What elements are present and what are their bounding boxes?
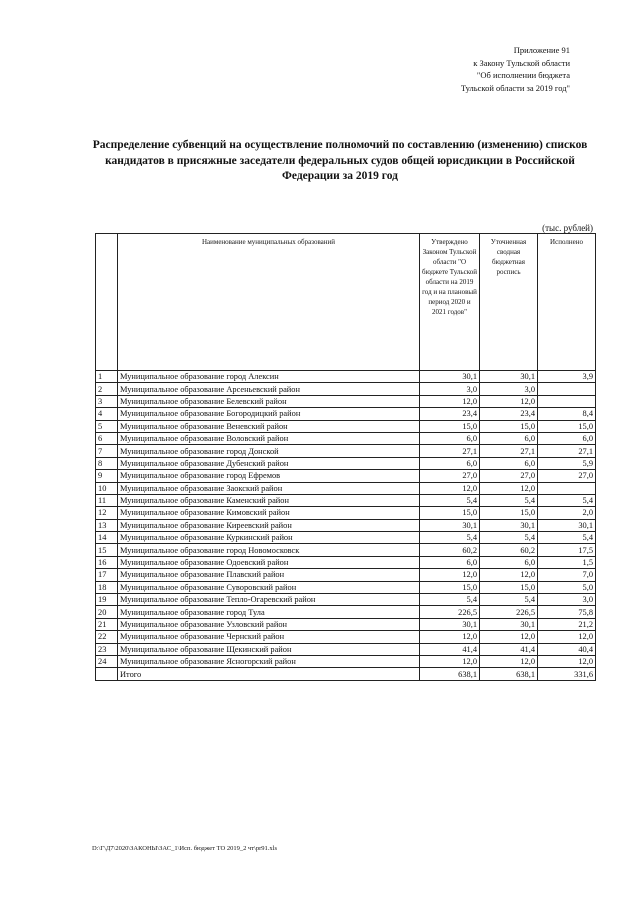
- row-approved-value: 41,4: [420, 643, 480, 655]
- row-refined-value: 5,4: [480, 532, 538, 544]
- row-executed-value: 6,0: [538, 432, 596, 444]
- row-index: 18: [96, 581, 118, 593]
- header-executed: Исполнено: [538, 234, 596, 371]
- row-index: 14: [96, 532, 118, 544]
- row-approved-value: 6,0: [420, 457, 480, 469]
- table-row: [96, 371, 596, 383]
- row-index: 8: [96, 457, 118, 469]
- row-municipality-name: Муниципальное образование Воловский район: [118, 432, 420, 444]
- row-approved-value: 30,1: [420, 371, 480, 383]
- row-refined-value: 30,1: [480, 371, 538, 383]
- table-row: [96, 581, 596, 593]
- row-executed-value: [538, 395, 596, 407]
- row-approved-value: 30,1: [420, 618, 480, 630]
- row-executed-value: 27,0: [538, 470, 596, 482]
- table-row: [96, 618, 596, 630]
- row-approved-value: 15,0: [420, 581, 480, 593]
- row-executed-value: 5,9: [538, 457, 596, 469]
- table-row: [96, 631, 596, 643]
- row-municipality-name: Муниципальное образование город Донской: [118, 445, 420, 457]
- row-index: 4: [96, 408, 118, 420]
- row-municipality-name: Муниципальное образование Куркинский район: [118, 532, 420, 544]
- row-index: 21: [96, 618, 118, 630]
- row-index: 10: [96, 482, 118, 494]
- row-index: 19: [96, 594, 118, 606]
- row-refined-value: 12,0: [480, 569, 538, 581]
- row-municipality-name: Муниципальное образование Суворовский район: [118, 581, 420, 593]
- row-approved-value: 638,1: [420, 668, 480, 680]
- table-row: [96, 482, 596, 494]
- row-approved-value: 23,4: [420, 408, 480, 420]
- row-index: 20: [96, 606, 118, 618]
- row-refined-value: 41,4: [480, 643, 538, 655]
- row-refined-value: 5,4: [480, 494, 538, 506]
- row-index: 6: [96, 432, 118, 444]
- row-index: 5: [96, 420, 118, 432]
- subsidy-table: [95, 233, 596, 681]
- row-executed-value: 15,0: [538, 420, 596, 432]
- row-municipality-name: Муниципальное образование Белевский район: [118, 395, 420, 407]
- row-index: 3: [96, 395, 118, 407]
- row-refined-value: 3,0: [480, 383, 538, 395]
- row-refined-value: 27,1: [480, 445, 538, 457]
- row-index: 23: [96, 643, 118, 655]
- row-refined-value: 23,4: [480, 408, 538, 420]
- row-executed-value: 5,0: [538, 581, 596, 593]
- unit-label: (тыс. рублей): [542, 223, 593, 233]
- row-municipality-name: Муниципальное образование Плавский район: [118, 569, 420, 581]
- row-refined-value: 12,0: [480, 395, 538, 407]
- row-refined-value: 30,1: [480, 519, 538, 531]
- row-refined-value: 15,0: [480, 420, 538, 432]
- row-municipality-name: Муниципальное образование Киреевский район: [118, 519, 420, 531]
- row-municipality-name: Муниципальное образование Одоевский район: [118, 556, 420, 568]
- table-row: [96, 494, 596, 506]
- table-row: [96, 408, 596, 420]
- row-index: 11: [96, 494, 118, 506]
- row-index: 15: [96, 544, 118, 556]
- row-approved-value: 6,0: [420, 432, 480, 444]
- row-index: 1: [96, 371, 118, 383]
- row-refined-value: 6,0: [480, 432, 538, 444]
- row-index: 24: [96, 655, 118, 667]
- row-refined-value: 27,0: [480, 470, 538, 482]
- row-refined-value: 12,0: [480, 655, 538, 667]
- row-municipality-name: Муниципальное образование Заокский район: [118, 482, 420, 494]
- row-refined-value: 226,5: [480, 606, 538, 618]
- row-municipality-name: Муниципальное образование Чернский район: [118, 631, 420, 643]
- row-executed-value: 5,4: [538, 532, 596, 544]
- table-row: [96, 569, 596, 581]
- row-index: 13: [96, 519, 118, 531]
- table-row: [96, 457, 596, 469]
- table-row: [96, 470, 596, 482]
- row-municipality-name: Муниципальное образование Кимовский район: [118, 507, 420, 519]
- table-row: [96, 544, 596, 556]
- row-approved-value: 27,1: [420, 445, 480, 457]
- row-approved-value: 12,0: [420, 569, 480, 581]
- row-index: 9: [96, 470, 118, 482]
- row-approved-value: 12,0: [420, 655, 480, 667]
- row-approved-value: 27,0: [420, 470, 480, 482]
- row-index: 2: [96, 383, 118, 395]
- row-executed-value: 40,4: [538, 643, 596, 655]
- row-municipality-name: Муниципальное образование Дубенский район: [118, 457, 420, 469]
- table-row: [96, 532, 596, 544]
- table-total-row: [96, 668, 596, 680]
- row-municipality-name: Муниципальное образование город Тула: [118, 606, 420, 618]
- row-executed-value: 12,0: [538, 655, 596, 667]
- row-executed-value: 331,6: [538, 668, 596, 680]
- row-municipality-name: Муниципальное образование город Новомосковск: [118, 544, 420, 556]
- header-approved: Утверждено Законом Тульской области "О бюджете Тульской области на 2019 год и на плановый период 2020 и 2021 годов": [420, 234, 480, 371]
- row-executed-value: 3,9: [538, 371, 596, 383]
- row-approved-value: 12,0: [420, 395, 480, 407]
- row-approved-value: 6,0: [420, 556, 480, 568]
- appendix-line: Приложение 91: [513, 45, 570, 55]
- table-row: [96, 594, 596, 606]
- row-approved-value: 12,0: [420, 482, 480, 494]
- row-approved-value: 226,5: [420, 606, 480, 618]
- row-executed-value: 17,5: [538, 544, 596, 556]
- row-municipality-name: Муниципальное образование Арсеньевский район: [118, 383, 420, 395]
- row-index: 12: [96, 507, 118, 519]
- row-index: 7: [96, 445, 118, 457]
- table-row: [96, 643, 596, 655]
- row-approved-value: 15,0: [420, 507, 480, 519]
- row-executed-value: 8,4: [538, 408, 596, 420]
- table-row: [96, 383, 596, 395]
- table-row: [96, 432, 596, 444]
- row-executed-value: 3,0: [538, 594, 596, 606]
- table-row: [96, 606, 596, 618]
- row-refined-value: 30,1: [480, 618, 538, 630]
- appendix-line: "Об исполнении бюджета: [476, 70, 570, 80]
- file-path-footer: D:\Г\Д7\2020\ЗАКОНЫ\ЗАС_1\Исп. бюджет ТО 2019_2 чт\pr91.xls: [92, 845, 277, 852]
- row-executed-value: [538, 482, 596, 494]
- row-approved-value: 3,0: [420, 383, 480, 395]
- row-municipality-name: Муниципальное образование Каменский район: [118, 494, 420, 506]
- row-municipality-name: Муниципальное образование Узловский район: [118, 618, 420, 630]
- row-executed-value: 75,8: [538, 606, 596, 618]
- row-municipality-name: Муниципальное образование Богородицкий район: [118, 408, 420, 420]
- row-executed-value: 27,1: [538, 445, 596, 457]
- row-approved-value: 5,4: [420, 594, 480, 606]
- row-municipality-name: Муниципальное образование Веневский район: [118, 420, 420, 432]
- row-approved-value: 15,0: [420, 420, 480, 432]
- appendix-line: к Закону Тульской области: [473, 57, 570, 68]
- row-approved-value: 30,1: [420, 519, 480, 531]
- row-refined-value: 15,0: [480, 581, 538, 593]
- row-refined-value: 638,1: [480, 668, 538, 680]
- row-index: 22: [96, 631, 118, 643]
- appendix-line: Тульской области за 2019 год": [460, 82, 570, 93]
- table-row: [96, 556, 596, 568]
- row-executed-value: 7,0: [538, 569, 596, 581]
- table-body: [96, 371, 596, 681]
- row-approved-value: 5,4: [420, 532, 480, 544]
- row-executed-value: 21,2: [538, 618, 596, 630]
- document-title: Распределение субвенций на осуществление полномочий по составлению (изменению) списков кандидатов в присяжные заседатели федеральных судов общей юрисдикции в Российской Федерации за 2019 год: [92, 139, 588, 182]
- row-refined-value: 6,0: [480, 457, 538, 469]
- row-approved-value: 60,2: [420, 544, 480, 556]
- row-executed-value: 30,1: [538, 519, 596, 531]
- row-index: 17: [96, 569, 118, 581]
- row-approved-value: 12,0: [420, 631, 480, 643]
- header-refined: Уточненная сводная бюджетная роспись: [480, 234, 538, 371]
- row-index: 16: [96, 556, 118, 568]
- row-index: [96, 668, 118, 680]
- row-executed-value: [538, 383, 596, 395]
- row-municipality-name: Муниципальное образование Тепло-Огаревский район: [118, 594, 420, 606]
- table-row: [96, 420, 596, 432]
- row-executed-value: 5,4: [538, 494, 596, 506]
- row-municipality-name: Муниципальное образование город Ефремов: [118, 470, 420, 482]
- row-refined-value: 12,0: [480, 482, 538, 494]
- row-refined-value: 15,0: [480, 507, 538, 519]
- table-row: [96, 395, 596, 407]
- table-header-row: [96, 234, 596, 371]
- table-row: [96, 507, 596, 519]
- row-municipality-name: Муниципальное образование Щекинский район: [118, 643, 420, 655]
- row-approved-value: 5,4: [420, 494, 480, 506]
- row-refined-value: 60,2: [480, 544, 538, 556]
- header-index: [96, 234, 118, 371]
- table-row: [96, 445, 596, 457]
- row-refined-value: 5,4: [480, 594, 538, 606]
- appendix-block: [350, 44, 570, 94]
- row-refined-value: 12,0: [480, 631, 538, 643]
- row-executed-value: 2,0: [538, 507, 596, 519]
- row-executed-value: 1,5: [538, 556, 596, 568]
- row-municipality-name: Муниципальное образование город Алексин: [118, 371, 420, 383]
- row-municipality-name: Муниципальное образование Ясногорский район: [118, 655, 420, 667]
- table-row: [96, 519, 596, 531]
- table-row: [96, 655, 596, 667]
- header-name: Наименование муниципальных образований: [118, 234, 420, 371]
- row-executed-value: 12,0: [538, 631, 596, 643]
- row-refined-value: 6,0: [480, 556, 538, 568]
- row-municipality-name: Итого: [118, 668, 420, 680]
